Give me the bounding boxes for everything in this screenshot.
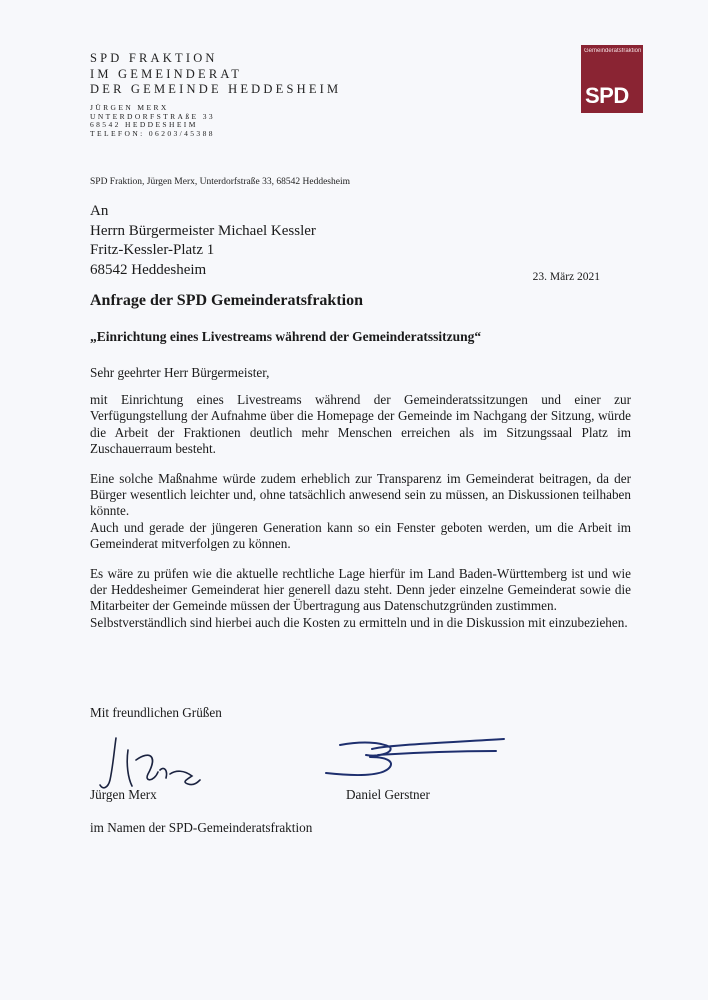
letterhead-line: SPD FRAKTION bbox=[90, 51, 218, 65]
letterhead-line: DER GEMEINDE HEDDESHEIM bbox=[90, 82, 342, 96]
signature-gerstner bbox=[318, 733, 518, 783]
logo-mark: SPD bbox=[585, 83, 629, 108]
letterhead-line: IM GEMEINDERAT bbox=[90, 66, 243, 81]
subject-heading: Anfrage der SPD Gemeinderatsfraktion bbox=[90, 292, 363, 309]
sender-line: SPD Fraktion, Jürgen Merx, Unterdorfstraße 33, 68542 Heddesheim bbox=[90, 177, 350, 187]
body-paragraph: Eine solche Maßnahme würde zudem erheblich zur Transparenz im Gemeinderat beitragen, da der Bürger wesentlich leichter und, ohne tatsächlich anwesend sein zu müssen, an Diskussionen teilhaben könnte. bbox=[90, 471, 631, 519]
recipient-address bbox=[90, 202, 316, 280]
address-line: Herrn Bürgermeister Michael Kessler bbox=[90, 222, 316, 239]
letterhead bbox=[90, 51, 341, 98]
body-paragraph: Selbstverständlich sind hierbei auch die Kosten zu ermitteln und in die Diskussion mit einzubeziehen. bbox=[90, 614, 628, 630]
closing: Mit freundlichen Grüßen bbox=[90, 705, 222, 720]
letter-date: 23. März 2021 bbox=[532, 271, 600, 283]
contact-line: UNTERDORFSTRAßE 33 bbox=[90, 111, 216, 121]
contact-line: TELEFON: 06203/45388 bbox=[90, 128, 215, 138]
on-behalf-line: im Namen der SPD-Gemeinderatsfraktion bbox=[90, 820, 313, 835]
address-line: 68542 Heddesheim bbox=[90, 261, 207, 278]
subject-subtitle: „Einrichtung eines Livestreams während der Gemeinderatssitzung“ bbox=[90, 329, 482, 344]
body-paragraph: Es wäre zu prüfen wie die aktuelle rechtliche Lage hierfür im Land Baden-Württemberg ist und wie der Heddesheimer Gemeinderat hier generell dazu steht. Denn jeder einzelne Gemeinderat sowie die Mitarbeiter der Gemeinde müssen der Übertragung aus Datenschutzgründen zustimmen. bbox=[90, 566, 631, 614]
address-line: Fritz-Kessler-Platz 1 bbox=[90, 242, 215, 258]
body-paragraph: Auch und gerade der jüngeren Generation kann so ein Fenster geboten werden, um die Arbeit im Gemeinderat mitverfolgen zu können. bbox=[90, 519, 631, 551]
address-line: An bbox=[90, 203, 109, 219]
letter-body bbox=[90, 365, 631, 631]
salutation: Sehr geehrter Herr Bürgermeister, bbox=[90, 365, 270, 380]
letterhead-contact bbox=[90, 104, 215, 138]
logo-caption: Gemeinderatsfraktion bbox=[584, 48, 641, 54]
body-paragraph: mit Einrichtung eines Livestreams während der Gemeinderatssitzungen und einer zur Verfügungstellung der Aufnahme über die Homepage der Gemeinde im Nachgang der Sitzung, würde die Arbeit der Fraktionen deutlich mehr Menschen erreichen als im Sitzungssaal Platz im Zuschauerraum besteht. bbox=[90, 392, 631, 456]
spd-logo bbox=[581, 45, 643, 113]
signatory-name: Jürgen Merx bbox=[90, 787, 157, 802]
signatory-name: Daniel Gerstner bbox=[346, 787, 430, 802]
signature-merx bbox=[88, 730, 208, 795]
contact-line: 68542 HEDDESHEIM bbox=[90, 120, 198, 130]
contact-line: JÜRGEN MERX bbox=[90, 103, 169, 112]
